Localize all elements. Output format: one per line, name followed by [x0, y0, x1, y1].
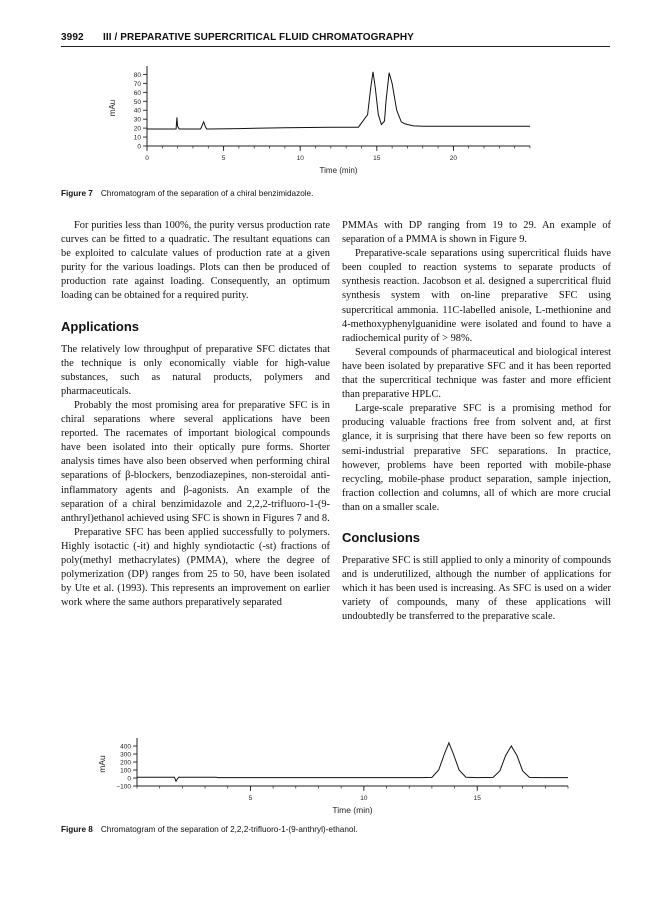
y-tick-label: 50 — [133, 98, 141, 106]
y-tick-label: 100 — [120, 767, 131, 775]
x-axis-label: Time (min) — [332, 805, 373, 815]
left-para-1: For purities less than 100%, the purity versus production rate curves can be fitted to a quadratic. The resultant equations can be exploited to calculate values of production rate at a given purity for the various loadings. Plots can then be produced of production rate against loading. Consequently, an optimum loading can be obtained for a required purity. — [61, 220, 330, 302]
y-tick-label: 20 — [133, 125, 141, 133]
x-tick-label: 10 — [360, 795, 368, 802]
y-tick-label: 30 — [133, 116, 141, 124]
figure7-caption — [61, 189, 611, 198]
right-para-3: Several compounds of pharmaceutical and biological interest have been isolated by preparative SFC and it has been reported that the supercritical technique was faster and more efficient than preparative HPLC. — [342, 346, 611, 401]
y-tick-label: 60 — [133, 89, 141, 97]
conclusions-heading: Conclusions — [342, 529, 421, 545]
figure7-caption-text: Chromatogram of the separation of a chiral benzimidazole. — [100, 189, 314, 198]
y-tick-label: −100 — [116, 783, 131, 791]
x-tick-label: 5 — [248, 795, 253, 802]
left-column — [61, 219, 330, 610]
x-tick-label: 5 — [221, 155, 226, 162]
left-para-3: Probably the most promising area for preparative SFC is in chiral separations where several applications have been reported. The racemates of important biological compounds have been isolated into their optically pure forms. Shorter analysis times have also been observed when performing chiral separations of β-blockers, benzodiazepines, non-steroidal anti-inflammatory agents and β-agonists. An example of the separation of a chiral benzimidazole and 2,2,2-trifluoro-1-(9-anthryl)ethanol achieved using SFC is shown in Figures 7 and 8. — [61, 399, 330, 524]
right-column — [342, 219, 611, 624]
y-tick-label: 400 — [120, 743, 131, 751]
y-tick-label: 40 — [133, 107, 141, 115]
right-para-4: Large-scale preparative SFC is a promising method for producing valuable fractions free from solvent and, at first glance, it is surprising that there have been so few reports on semi-industrial preparative SFC separations. In practice, however, problems have been reported with mobile-phase recycling, mobile-phase product separation, sample injection, fraction collection and columns, all of which are more crucial than on a smaller scale. — [342, 403, 611, 513]
x-tick-label: 15 — [373, 155, 381, 162]
x-tick-label: 20 — [449, 155, 458, 162]
y-tick-label: 80 — [133, 71, 141, 79]
right-para-5: Preparative SFC is still applied to only a minority of compounds and is underutilized, although the number of applications for which it has been used is increasing. As SFC is used on a wider variety of compounds, many of these applications will undoubtedly be transferred to the preparative scale. — [342, 554, 611, 623]
left-para-2: The relatively low throughput of preparative SFC dictates that the technique is only economically viable for high-value substances, such as natural products, polymers and pharmaceuticals. — [61, 343, 330, 397]
x-tick-label: 15 — [473, 795, 481, 802]
left-para-4: Preparative SFC has been applied successfully to polymers. Highly isotactic (-it) and highly syndiotactic (-st) fractions of poly(methyl methacrylates) (PMMA), where the degree of polymerization (DP) ranges from 25 to 50, have been isolated by Ute et al. (1993). This represents an improvement on earlier work where the same authors preparatively separated — [61, 526, 330, 609]
applications-heading: Applications — [61, 318, 140, 334]
figure7-label: Figure 7 — [61, 189, 93, 198]
y-tick-label: 300 — [120, 751, 131, 759]
series-line — [147, 72, 530, 129]
y-axis-label: mAu — [108, 99, 117, 117]
page-number: 3992 — [61, 32, 84, 43]
x-tick-label: 10 — [296, 155, 304, 162]
figure8-caption — [61, 825, 611, 834]
y-tick-label: 0 — [137, 143, 141, 151]
y-tick-label: 70 — [133, 80, 141, 88]
y-axis-label: mAu — [97, 755, 107, 773]
right-para-1: PMMAs with DP ranging from 19 to 29. An example of separation of a PMMA is shown in Figure 9. — [342, 220, 611, 246]
right-para-2: Preparative-scale separations using supercritical fluids have been coupled to reaction systems to separate products of synthesis reaction. Jacobson et al. designed a supercritical fluid synthesis system with on-line preparative SFC using supercritical ammonia. 11C-labelled anisole, L-methionine and 4-methoxyphenylguanidine were isolated and found to have a radiochemical purity of > 98%. — [342, 248, 611, 344]
figure8-label: Figure 8 — [61, 825, 93, 834]
x-tick-label: 0 — [145, 155, 149, 162]
series-line — [137, 743, 568, 781]
figure8-caption-text: Chromatogram of the separation of 2,2,2-trifluoro-1-(9-anthryl)-ethanol. — [100, 825, 358, 834]
y-tick-label: 200 — [120, 759, 131, 767]
y-tick-label: 0 — [127, 775, 131, 783]
header-rule — [61, 46, 610, 47]
y-tick-label: 10 — [133, 134, 141, 142]
running-title: III / PREPARATIVE SUPERCRITICAL FLUID CHROMATOGRAPHY — [103, 32, 414, 43]
x-axis-label: Time (min) — [319, 166, 358, 175]
